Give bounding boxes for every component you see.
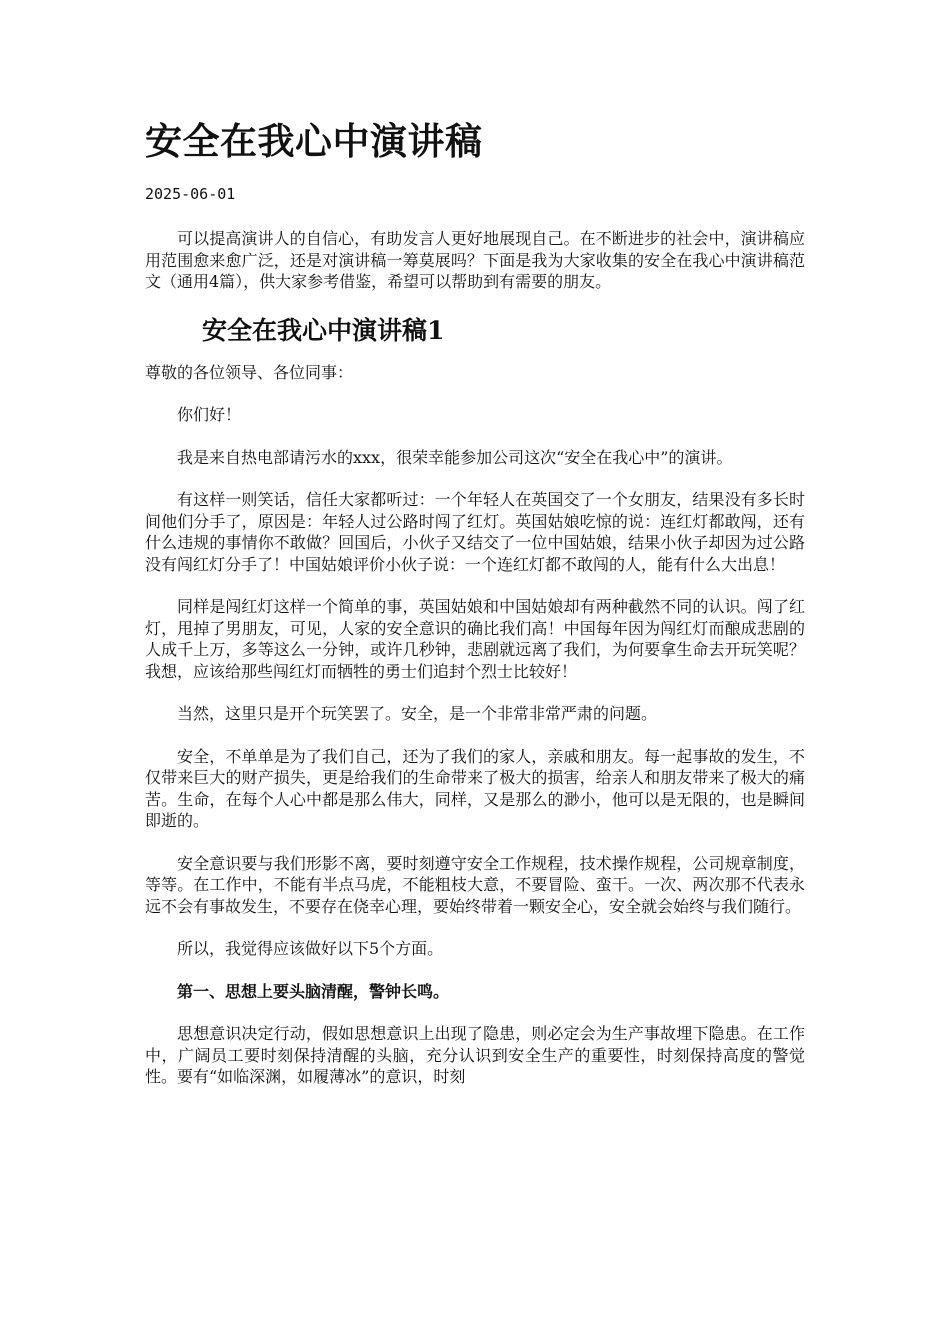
article-body	[145, 228, 805, 1109]
body-paragraph: 有这样一则笑话，信任大家都听过：一个年轻人在英国交了一个女朋友，结果没有多长时间他们分手了，原因是：年轻人过公路时闯了红灯。英国姑娘吃惊的说：连红灯都敢闯，还有什么违规的事情你不敢做？回国后，小伙子又结交了一位中国姑娘，结果小伙子却因为过公路没有闯红灯分手了！中国姑娘评价小伙子说：一个连红灯都不敢闯的人，能有什么大出息！	[145, 490, 805, 574]
document-title: 安全在我心中演讲稿	[145, 119, 483, 163]
body-paragraph: 思想意识决定行动，假如思想意识上出现了隐患，则必定会为生产事故埋下隐患。在工作中，广阔员工要时刻保持清醒的头脑，充分认识到安全生产的重要性，时刻保持高度的警觉性。要有“如临深渊，如履薄冰”的意识，时刻	[145, 1024, 805, 1086]
point-heading: 第一、思想上要头脑清醒，警钟长鸣。	[177, 981, 450, 1001]
body-paragraph: 所以，我觉得应该做好以下5个方面。	[177, 939, 444, 958]
salutation: 尊敬的各位领导、各位同事：	[145, 362, 354, 382]
body-paragraph: 安全意识要与我们形影不离，要时刻遵守安全工作规程，技术操作规程，公司规章制度，等等。在工作中，不能有半点马虎，不能粗枝大意，不要冒险、蛮干。一次、两次那不代表永远不会有事故发生，不要存在侥幸心理，要始终带着一颗安全心，安全就会始终与我们随行。	[145, 853, 805, 916]
body-paragraph: 我是来自热电部请污水的xxx，很荣幸能参加公司这次“安全在我心中”的演讲。	[177, 447, 733, 467]
intro-paragraph: 可以提高演讲人的自信心，有助发言人更好地展现自己。在不断进步的社会中，演讲稿应用范围愈来愈广泛，还是对演讲稿一筹莫展吗？下面是我为大家收集的安全在我心中演讲稿范文（通用4篇），供大家参考借鉴，希望可以帮助到有需要的朋友。	[145, 229, 805, 291]
body-paragraph: 同样是闯红灯这样一个简单的事，英国姑娘和中国姑娘却有两种截然不同的认识。闯了红灯，甩掉了男朋友，可见，人家的安全意识的确比我们高！中国每年因为闯红灯而酿成悲剧的人成千上万，多等这么一分钟，或许几秒钟，悲剧就远离了我们，为何要拿生命去开玩笑呢？我想，应该给那些闯红灯而牺牲的勇士们追封个烈士比较好！	[145, 597, 805, 681]
body-paragraph: 你们好！	[177, 405, 242, 424]
publish-date: 2025-06-01	[145, 185, 236, 203]
section-heading: 安全在我心中演讲稿1	[202, 315, 445, 345]
body-paragraph: 当然，这里只是开个玩笑罢了。安全，是一个非常非常严肃的问题。	[177, 704, 658, 723]
body-paragraph: 安全，不单单是为了我们自己，还为了我们的家人，亲戚和朋友。每一起事故的发生，不仅带来巨大的财产损失，更是给我们的生命带来了极大的损害，给亲人和朋友带来了极大的痛苦。生命，在每个人心中都是那么伟大，同样，又是那么的渺小，他可以是无限的，也是瞬间即逝的。	[145, 746, 805, 830]
